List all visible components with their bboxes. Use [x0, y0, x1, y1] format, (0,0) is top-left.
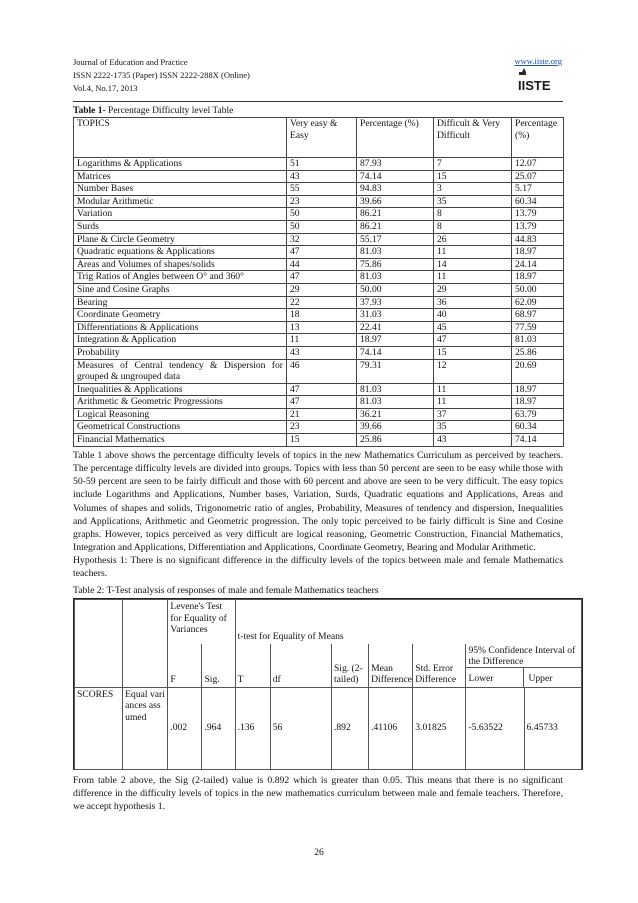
- table1-header-topics: TOPICS: [74, 118, 287, 158]
- difficult-count-cell: 47: [434, 334, 512, 347]
- difficult-pct-cell: 13.79: [512, 220, 564, 233]
- value-f: .002: [168, 687, 202, 769]
- difficult-count-cell: 45: [434, 321, 512, 334]
- table-row: [74, 334, 564, 347]
- easy-count-cell: 44: [287, 258, 357, 271]
- table-row: [74, 346, 564, 359]
- difficult-pct-cell: 5.17: [512, 183, 564, 196]
- journal-name: Journal of Education and Practice: [73, 57, 188, 67]
- value-lower: -5.63522: [466, 687, 524, 769]
- ttest-table: [74, 599, 582, 770]
- difficult-count-cell: 26: [434, 233, 512, 246]
- topic-cell: Plane & Circle Geometry: [74, 233, 287, 246]
- easy-count-cell: 23: [287, 195, 357, 208]
- iiste-logo-icon: [516, 68, 562, 94]
- topic-cell: Number Bases: [74, 183, 287, 196]
- table-row: [74, 271, 564, 284]
- col-std-error: Std. Error Difference: [413, 644, 466, 688]
- ttest-empty-cell: [75, 600, 123, 644]
- table-row: [74, 408, 564, 421]
- table-row: [74, 246, 564, 259]
- value-mean-difference: .41106: [369, 687, 413, 769]
- easy-count-cell: 43: [287, 170, 357, 183]
- difficult-count-cell: 29: [434, 283, 512, 296]
- table1-header-easy-pct: Percentage (%): [357, 118, 434, 158]
- easy-pct-cell: 55.17: [357, 233, 434, 246]
- ttest-column-header-row: [75, 644, 582, 688]
- easy-pct-cell: 39.66: [357, 421, 434, 434]
- topic-cell: Integration & Application: [74, 334, 287, 347]
- easy-pct-cell: 75.86: [357, 258, 434, 271]
- table-row: [74, 170, 564, 183]
- difficult-pct-cell: 74.14: [512, 434, 564, 447]
- difficult-count-cell: 15: [434, 346, 512, 359]
- header-rule: [73, 101, 563, 102]
- ttest-header: t-test for Equality of Means: [235, 600, 581, 644]
- easy-pct-cell: 74.14: [357, 346, 434, 359]
- logo-text: IISTE: [518, 78, 551, 93]
- col-f: F: [168, 644, 202, 688]
- topic-cell: Logical Reasoning: [74, 408, 287, 421]
- difficult-pct-cell: 63.79: [512, 408, 564, 421]
- easy-pct-cell: 86.21: [357, 208, 434, 221]
- table-row: [74, 283, 564, 296]
- levene-header: Levene's Test for Equality of Variances: [168, 600, 235, 644]
- difficult-count-cell: 8: [434, 220, 512, 233]
- difficult-count-cell: 11: [434, 246, 512, 259]
- col-sig-2tailed: Sig. (2-tailed): [331, 644, 368, 688]
- topic-cell: Probability: [74, 346, 287, 359]
- ttest-empty-cell: [123, 600, 168, 644]
- easy-pct-cell: 81.03: [357, 271, 434, 284]
- table-row: [74, 158, 564, 171]
- ttest-empty-cell: [123, 644, 168, 688]
- topic-cell: Modular Arithmetic: [74, 195, 287, 208]
- topic-cell: Areas and Volumes of shapes/solids: [74, 258, 287, 271]
- difficult-pct-cell: 60.34: [512, 421, 564, 434]
- difficult-count-cell: 8: [434, 208, 512, 221]
- easy-pct-cell: 18.97: [357, 334, 434, 347]
- easy-count-cell: 51: [287, 158, 357, 171]
- easy-pct-cell: 37.93: [357, 296, 434, 309]
- table1-caption-label: Table 1-: [73, 106, 106, 116]
- page-number: 26: [314, 848, 324, 858]
- value-t: .136: [235, 687, 270, 769]
- difficulty-table: [73, 117, 564, 447]
- easy-count-cell: 21: [287, 408, 357, 421]
- easy-count-cell: 11: [287, 334, 357, 347]
- easy-count-cell: 22: [287, 296, 357, 309]
- topic-cell: Coordinate Geometry: [74, 309, 287, 322]
- table-row: [74, 383, 564, 396]
- easy-count-cell: 18: [287, 309, 357, 322]
- easy-count-cell: 47: [287, 396, 357, 409]
- difficult-pct-cell: 77.59: [512, 321, 564, 334]
- col-t: T: [235, 644, 270, 688]
- table1-header-difficult: Difficult & Very Difficult: [434, 118, 512, 158]
- hypothesis-text: Hypothesis 1: There is no significant difference in the difficulty levels of the topics between male and female Mathematics teachers.: [73, 555, 563, 580]
- difficult-pct-cell: 18.97: [512, 383, 564, 396]
- easy-pct-cell: 86.21: [357, 220, 434, 233]
- easy-pct-cell: 81.03: [357, 246, 434, 259]
- table2-caption: Table 2: T-Test analysis of responses of male and female Mathematics teachers: [73, 585, 379, 596]
- table1-header-row: [74, 118, 564, 158]
- table-row: [74, 208, 564, 221]
- difficult-count-cell: 11: [434, 396, 512, 409]
- easy-count-cell: 50: [287, 220, 357, 233]
- topic-cell: Trig Ratios of Angles between O° and 360°: [74, 271, 287, 284]
- difficult-count-cell: 12: [434, 359, 512, 383]
- ci-header: 95% Confidence Interval of the Difference: [466, 644, 581, 668]
- difficult-count-cell: 37: [434, 408, 512, 421]
- value-sig-2tailed: .892: [331, 687, 368, 769]
- ttest-data-row: [75, 687, 582, 769]
- journal-url-link[interactable]: www.iiste.org: [514, 56, 562, 66]
- easy-pct-cell: 25.86: [357, 434, 434, 447]
- easy-count-cell: 29: [287, 283, 357, 296]
- topic-cell: Quadratic equations & Applications: [74, 246, 287, 259]
- col-lower: Lower: [466, 668, 524, 687]
- topic-cell: Sine and Cosine Graphs: [74, 283, 287, 296]
- easy-pct-cell: 31.03: [357, 309, 434, 322]
- difficult-count-cell: 35: [434, 421, 512, 434]
- col-df: df: [270, 644, 331, 688]
- difficult-pct-cell: 24.14: [512, 258, 564, 271]
- difficult-pct-cell: 81.03: [512, 334, 564, 347]
- easy-count-cell: 47: [287, 246, 357, 259]
- table-row: [74, 258, 564, 271]
- easy-pct-cell: 50.00: [357, 283, 434, 296]
- easy-count-cell: 43: [287, 346, 357, 359]
- easy-pct-cell: 22.41: [357, 321, 434, 334]
- easy-count-cell: 55: [287, 183, 357, 196]
- difficult-pct-cell: 18.97: [512, 271, 564, 284]
- easy-count-cell: 32: [287, 233, 357, 246]
- topic-cell: Bearing: [74, 296, 287, 309]
- topic-cell: Variation: [74, 208, 287, 221]
- table-row: [74, 396, 564, 409]
- difficult-pct-cell: 20.69: [512, 359, 564, 383]
- ci-header-cell: [466, 644, 582, 688]
- ci-subheader: [466, 668, 581, 687]
- difficult-pct-cell: 25.07: [512, 170, 564, 183]
- topic-cell: Logarithms & Applications: [74, 158, 287, 171]
- value-upper: 6.45733: [524, 687, 581, 769]
- journal-issn: ISSN 2222-1735 (Paper) ISSN 2222-288X (Online): [73, 70, 250, 80]
- difficult-pct-cell: 68.97: [512, 309, 564, 322]
- value-df: 56: [270, 687, 331, 769]
- easy-pct-cell: 79.31: [357, 359, 434, 383]
- paragraph-analysis: [73, 449, 563, 581]
- topic-cell: Matrices: [74, 170, 287, 183]
- topic-cell: Surds: [74, 220, 287, 233]
- difficult-pct-cell: 62.09: [512, 296, 564, 309]
- ttest-group-header-row: [75, 600, 582, 644]
- col-upper: Upper: [528, 672, 553, 684]
- difficult-pct-cell: 18.97: [512, 396, 564, 409]
- topic-cell: Measures of Central tendency & Dispersion for grouped & ungrouped data: [74, 359, 287, 383]
- table-row: [74, 359, 564, 383]
- table-row: [74, 195, 564, 208]
- easy-pct-cell: 81.03: [357, 396, 434, 409]
- table-row: [74, 434, 564, 447]
- easy-pct-cell: 87.93: [357, 158, 434, 171]
- difficult-pct-cell: 25.86: [512, 346, 564, 359]
- row-sublabel: Equal variances assumed: [123, 687, 168, 769]
- easy-pct-cell: 94.83: [357, 183, 434, 196]
- easy-pct-cell: 74.14: [357, 170, 434, 183]
- value-std-error: 3.01825: [413, 687, 466, 769]
- difficult-pct-cell: 18.97: [512, 246, 564, 259]
- paragraph-table1-discussion: Table 1 above shows the percentage difficulty levels of topics in the new Mathematics Curriculum as perceived by teachers. The percentage difficulty levels are divided into groups. Topics with less than 50 percent are seen to be easy while those with 50-59 percent are seen to be fairly difficult and those with 60 percent and above are seen to be very difficult. The easy topics include Logarithms and Applications, Number bases, Variation, Surds, Quadratic equations and Applications, Areas and Volumes of shapes and solids, Trigonometric ratio of angles, Probability, Measures of tendency and dispersion, Inequalities and Applications, Arithmetic and Geometric progression. The only topic perceived to be fairly difficult is Sine and Cosine graphs. However, topics perceived as very difficult are logical reasoning, Geometric Construction, Financial Mathematics, Integration and Applications, Differentiation and Applications, Coordinate Geometry, Bearing and Modular Arithmetic.: [73, 450, 563, 554]
- difficult-count-cell: 7: [434, 158, 512, 171]
- table-row: [74, 309, 564, 322]
- table1-header-easy: Very easy & Easy: [287, 118, 357, 158]
- table-row: [74, 220, 564, 233]
- table1-caption-text: Percentage Difficulty level Table: [105, 106, 234, 116]
- table1-header-difficult-pct: Percentage (%): [512, 118, 564, 158]
- difficult-count-cell: 11: [434, 271, 512, 284]
- easy-count-cell: 15: [287, 434, 357, 447]
- table1-caption: [73, 106, 233, 116]
- easy-pct-cell: 36.21: [357, 408, 434, 421]
- topic-cell: Geometrical Constructions: [74, 421, 287, 434]
- table-row: [74, 233, 564, 246]
- row-label-scores: SCORES: [75, 687, 123, 769]
- difficult-count-cell: 36: [434, 296, 512, 309]
- difficult-count-cell: 11: [434, 383, 512, 396]
- col-sig: Sig.: [202, 644, 235, 688]
- difficult-pct-cell: 44.83: [512, 233, 564, 246]
- topic-cell: Financial Mathematics: [74, 434, 287, 447]
- easy-count-cell: 13: [287, 321, 357, 334]
- difficult-count-cell: 14: [434, 258, 512, 271]
- difficult-count-cell: 3: [434, 183, 512, 196]
- easy-pct-cell: 81.03: [357, 383, 434, 396]
- difficult-pct-cell: 50.00: [512, 283, 564, 296]
- easy-pct-cell: 39.66: [357, 195, 434, 208]
- topic-cell: Differentiations & Applications: [74, 321, 287, 334]
- value-sig: .964: [202, 687, 235, 769]
- difficult-count-cell: 43: [434, 434, 512, 447]
- difficult-count-cell: 35: [434, 195, 512, 208]
- topic-cell: Inequalities & Applications: [74, 383, 287, 396]
- paragraph-conclusion: From table 2 above, the Sig (2-tailed) value is 0.892 which is greater than 0.05. This means that there is no significant difference in the difficulty levels of topics in the new mathematics curriculum between male and female teachers. Therefore, we accept hypothesis 1.: [73, 775, 563, 813]
- easy-count-cell: 47: [287, 271, 357, 284]
- journal-volume: Vol.4, No.17, 2013: [73, 83, 138, 93]
- easy-count-cell: 47: [287, 383, 357, 396]
- journal-header: [73, 56, 373, 95]
- easy-count-cell: 46: [287, 359, 357, 383]
- col-mean-difference: Mean Difference: [369, 644, 413, 688]
- ttest-empty-cell: [75, 644, 123, 688]
- difficult-pct-cell: 13.79: [512, 208, 564, 221]
- table-row: [74, 296, 564, 309]
- difficult-count-cell: 40: [434, 309, 512, 322]
- table-row: [74, 183, 564, 196]
- table-row: [74, 321, 564, 334]
- easy-count-cell: 23: [287, 421, 357, 434]
- difficult-pct-cell: 12.07: [512, 158, 564, 171]
- ttest-table-frame: [73, 598, 583, 770]
- difficult-count-cell: 15: [434, 170, 512, 183]
- topic-cell: Arithmetic & Geometric Progressions: [74, 396, 287, 409]
- table-row: [74, 421, 564, 434]
- difficult-pct-cell: 60.34: [512, 195, 564, 208]
- table1-body: [74, 158, 564, 447]
- easy-count-cell: 50: [287, 208, 357, 221]
